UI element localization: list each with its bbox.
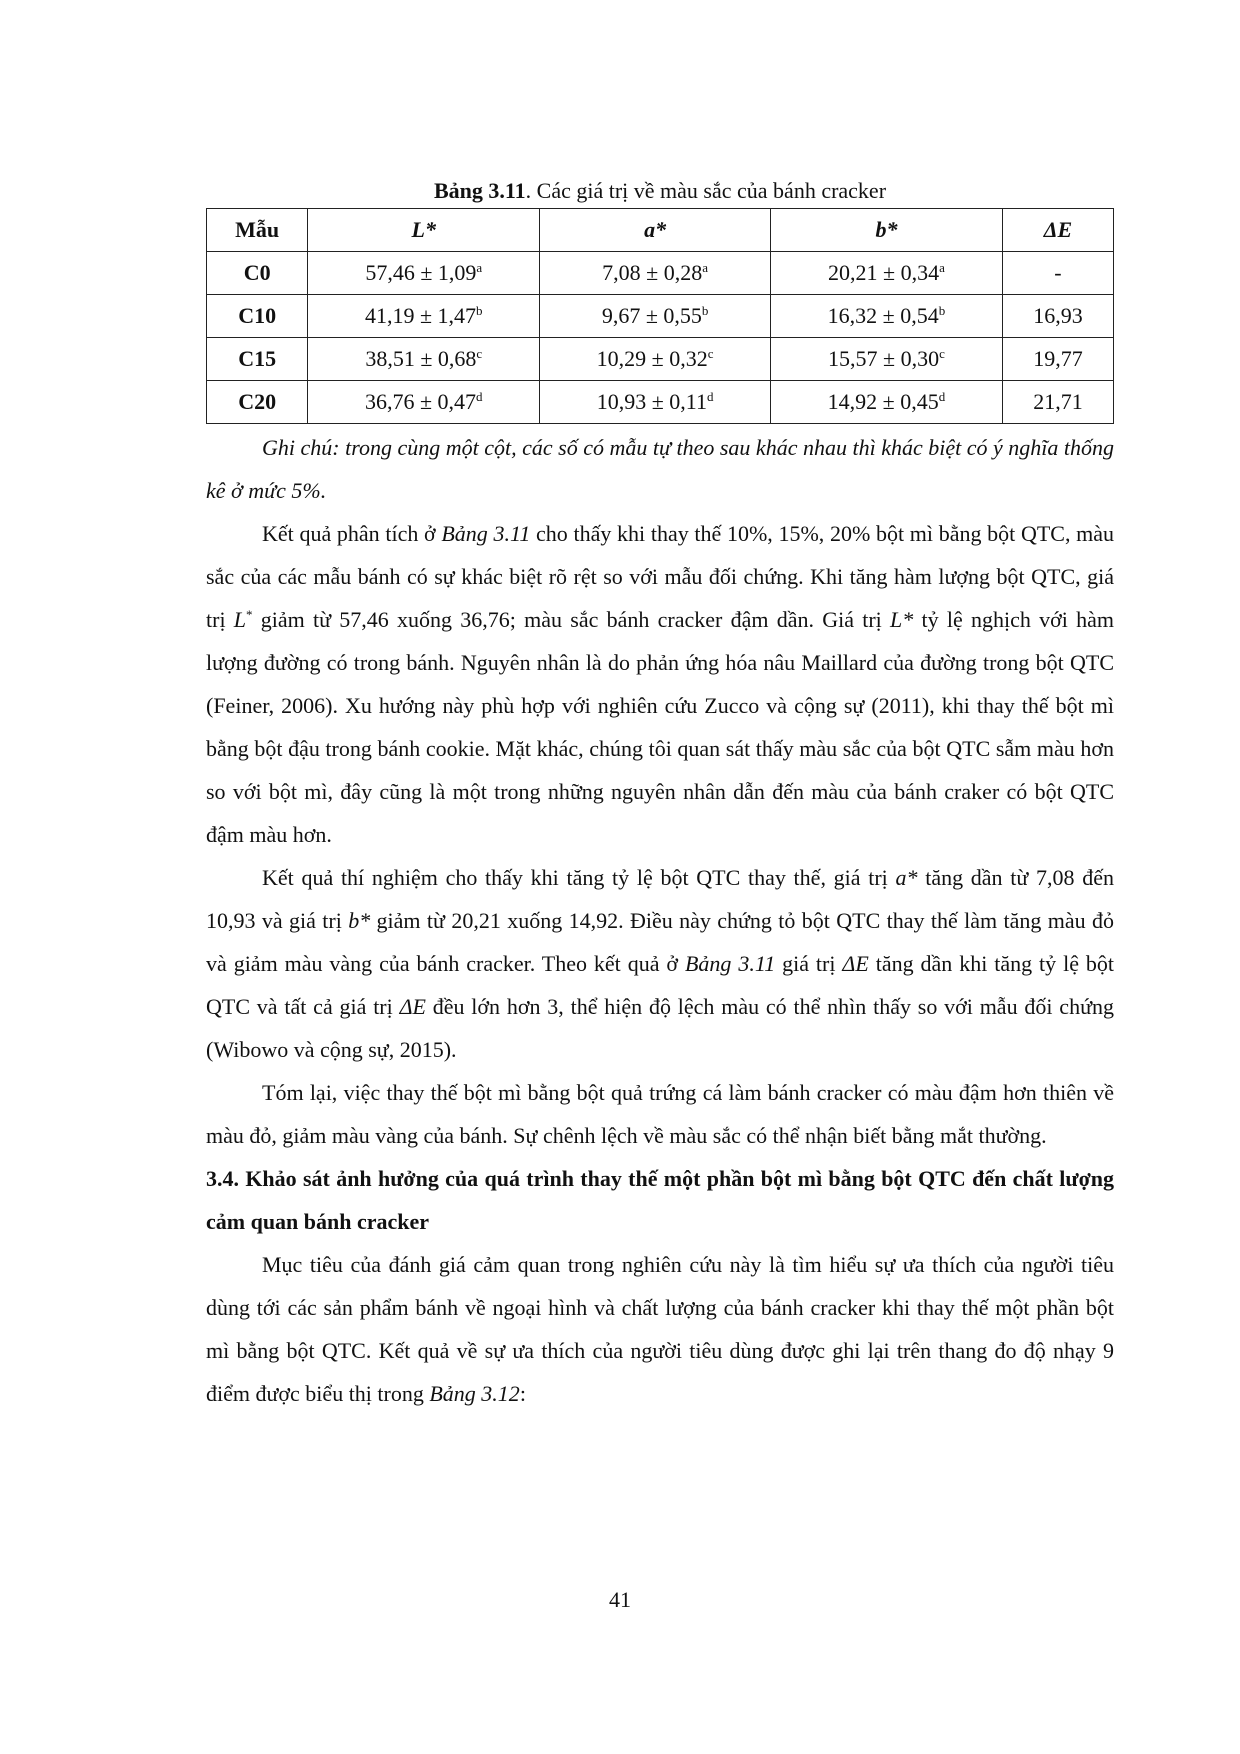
cell-delta-e: 19,77 [1002, 338, 1113, 381]
paragraph-4: Mục tiêu của đánh giá cảm quan trong nghiên cứu này là tìm hiểu sự ưa thích của người tiêu dùng tới các sản phẩm bánh về ngoại hình và chất lượng của bánh cracker khi thay thế một phần bột mì bằng bột QTC. Kết quả về sự ưa thích của người tiêu dùng được ghi lại trên thang đo độ nhạy 9 điểm được biểu thị trong Bảng 3.12: [206, 1252, 1114, 1406]
cell-a: 7,08 ± 0,28$^a$ [540, 252, 771, 295]
table-row [207, 381, 1114, 424]
table-row [207, 338, 1114, 381]
table-row [207, 295, 1114, 338]
cell-a: 10,29 ± 0,32$^c$ [540, 338, 771, 381]
table-caption-label: Bảng 3.11 [433, 178, 526, 203]
cell-delta-e: - [1002, 252, 1113, 295]
cell-sample: C20 [207, 381, 308, 424]
section-heading: 3.4. Khảo sát ảnh hưởng của quá trình thay thế một phần bột mì bằng bột QTC đến chất lượng cảm quan bánh cracker [206, 1166, 1114, 1234]
header-b: b* [770, 209, 1002, 252]
cell-delta-e: 16,93 [1002, 295, 1113, 338]
header-sample: Mẫu [207, 209, 308, 252]
cell-a: 10,93 ± 0,11$^d$ [540, 381, 771, 424]
cell-b: 15,57 ± 0,30$^c$ [770, 338, 1002, 381]
cell-b: 20,21 ± 0,34$^a$ [770, 252, 1002, 295]
cell-sample: C0 [207, 252, 308, 295]
page-number: 41 [609, 1587, 631, 1612]
color-values-table [206, 208, 1114, 424]
cell-b: 16,32 ± 0,54$^b$ [770, 295, 1002, 338]
cell-L: 38,51 ± 0,68$^c$ [308, 338, 540, 381]
table-header-row [207, 209, 1114, 252]
cell-sample: C15 [207, 338, 308, 381]
table-caption [206, 176, 1114, 206]
header-a: a* [540, 209, 771, 252]
page-content [206, 176, 1114, 1415]
cell-sample: C10 [207, 295, 308, 338]
table-caption-text: . Các giá trị về màu sắc của bánh cracker [525, 178, 887, 203]
cell-a: 9,67 ± 0,55$^b$ [540, 295, 771, 338]
header-L: L* [308, 209, 540, 252]
cell-b: 14,92 ± 0,45$^d$ [770, 381, 1002, 424]
table-note: Ghi chú: trong cùng một cột, các số có mẫu tự theo sau khác nhau thì khác biệt có ý nghĩa thống kê ở mức 5%. [206, 435, 1114, 503]
header-delta-e: ΔE [1002, 209, 1113, 252]
cell-L: 36,76 ± 0,47$^d$ [308, 381, 540, 424]
paragraph-1: Kết quả phân tích ở Bảng 3.11 cho thấy khi thay thế 10%, 15%, 20% bột mì bằng bột QTC, màu sắc của các mẫu bánh có sự khác biệt rõ rệt so với mẫu đối chứng. Khi tăng hàm lượng bột QTC, giá trị L* giảm từ 57,46 xuống 36,76; màu sắc bánh cracker đậm dần. Giá trị L* tỷ lệ nghịch với hàm lượng đường có trong bánh. Nguyên nhân là do phản ứng hóa nâu Maillard của đường trong bột QTC (Feiner, 2006). Xu hướng này phù hợp với nghiên cứu Zucco và cộng sự (2011), khi thay thế bột mì bằng bột đậu trong bánh cookie. Mặt khác, chúng tôi quan sát thấy màu sắc của bột QTC sẫm màu hơn so với bột mì, đây cũng là một trong những nguyên nhân dẫn đến màu của bánh craker có bột QTC đậm màu hơn. [206, 521, 1115, 847]
cell-L: 57,46 ± 1,09$^a$ [308, 252, 540, 295]
cell-L: 41,19 ± 1,47$^b$ [308, 295, 540, 338]
table-row [207, 252, 1114, 295]
paragraph-3: Tóm lại, việc thay thế bột mì bằng bột quả trứng cá làm bánh cracker có màu đậm hơn thiên về màu đỏ, giảm màu vàng của bánh. Sự chênh lệch về màu sắc có thể nhận biết bằng mắt thường. [206, 1080, 1114, 1148]
cell-delta-e: 21,71 [1002, 381, 1113, 424]
paragraph-2: Kết quả thí nghiệm cho thấy khi tăng tỷ lệ bột QTC thay thế, giá trị a* tăng dần từ 7,08 đến 10,93 và giá trị b* giảm từ 20,21 xuống 14,92. Điều này chứng tỏ bột QTC thay thế làm tăng màu đỏ và giảm màu vàng của bánh cracker. Theo kết quả ở Bảng 3.11 giá trị ΔE tăng dần khi tăng tỷ lệ bột QTC và tất cả giá trị ΔE đều lớn hơn 3, thể hiện độ lệch màu có thể nhìn thấy so với mẫu đối chứng (Wibowo và cộng sự, 2015). [206, 865, 1114, 1062]
